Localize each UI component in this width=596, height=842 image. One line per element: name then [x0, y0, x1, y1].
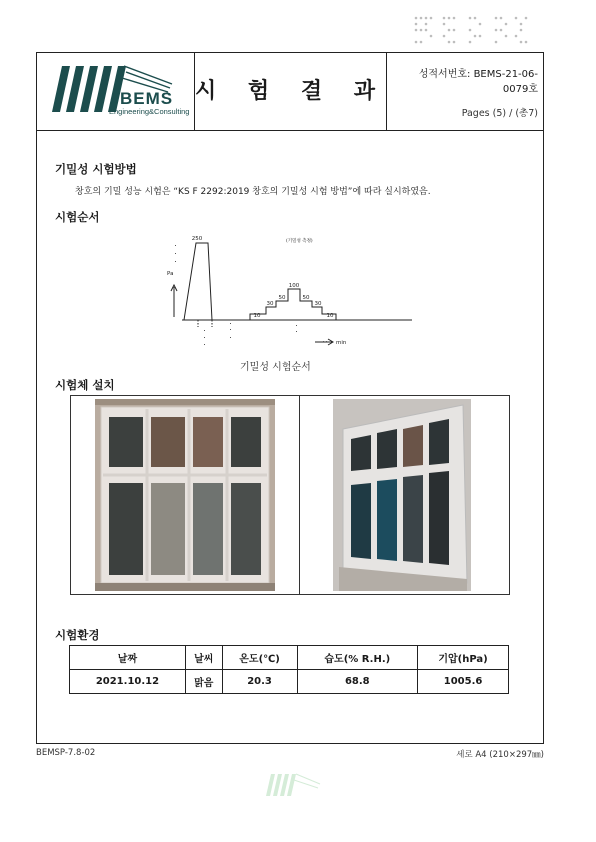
page-title: 시 험 결 과: [195, 79, 387, 104]
table-cell: 맑음: [185, 670, 222, 694]
method-heading: 기밀성 시험방법: [55, 162, 137, 176]
column-header: 기압(hPa): [418, 646, 509, 670]
paper-size: 세로 A4 (210×297㎜): [456, 750, 544, 760]
specimen-front-photo: [95, 399, 275, 591]
sequence-chart: [160, 225, 420, 365]
column-header: 날짜: [70, 646, 186, 670]
logo-subtitle: Engineering&Consulting: [109, 107, 190, 116]
table-header-row: [70, 646, 509, 670]
measurement-annotation: (기밀성 측정): [286, 239, 313, 244]
y-axis-label: Pa: [167, 271, 174, 277]
table-cell: 20.3: [222, 670, 297, 694]
logo-brand: BEMS: [120, 89, 174, 108]
level-label: 10: [253, 313, 261, 319]
sequence-heading: 시험순서: [55, 210, 100, 224]
photo-divider: [299, 396, 300, 594]
form-code: BEMSP-7.8-02: [36, 748, 96, 758]
x-axis-label: min: [336, 340, 347, 346]
table-cell: 1005.6: [418, 670, 509, 694]
level-label: 50: [278, 295, 286, 301]
dot-stamp-icon: [412, 14, 530, 48]
table-cell: 2021.10.12: [70, 670, 186, 694]
table-cell: 68.8: [297, 670, 418, 694]
page-count: Pages (5) / (총7): [461, 108, 538, 119]
column-header: 온도(℃): [222, 646, 297, 670]
environment-heading: 시험환경: [55, 628, 100, 642]
level-label: 30: [314, 301, 322, 307]
sequence-caption: 기밀성 시험순서: [240, 362, 311, 373]
table-row: [70, 670, 509, 694]
level-label: 10: [326, 313, 334, 319]
method-text: 창호의 기밀 성능 시험은 “KS F 2292:2019 창호의 기밀성 시험 방법”에 따라 실시하였음.: [75, 187, 431, 197]
level-label: 50: [302, 295, 310, 301]
level-label: 100: [288, 283, 300, 289]
level-label: 30: [266, 301, 274, 307]
report-number: 성적서번호: BEMS-21-06-0079호: [418, 69, 538, 95]
specimen-heading: 시험체 설치: [55, 378, 115, 392]
watermark-logo-icon: [264, 772, 324, 798]
photo-panel: [70, 395, 510, 595]
column-header: 날씨: [185, 646, 222, 670]
specimen-side-photo: [333, 399, 471, 591]
column-header: 습도(% R.H.): [297, 646, 418, 670]
environment-table: [69, 645, 509, 694]
pressure-profile: [184, 243, 336, 320]
level-label: 250: [191, 236, 203, 242]
